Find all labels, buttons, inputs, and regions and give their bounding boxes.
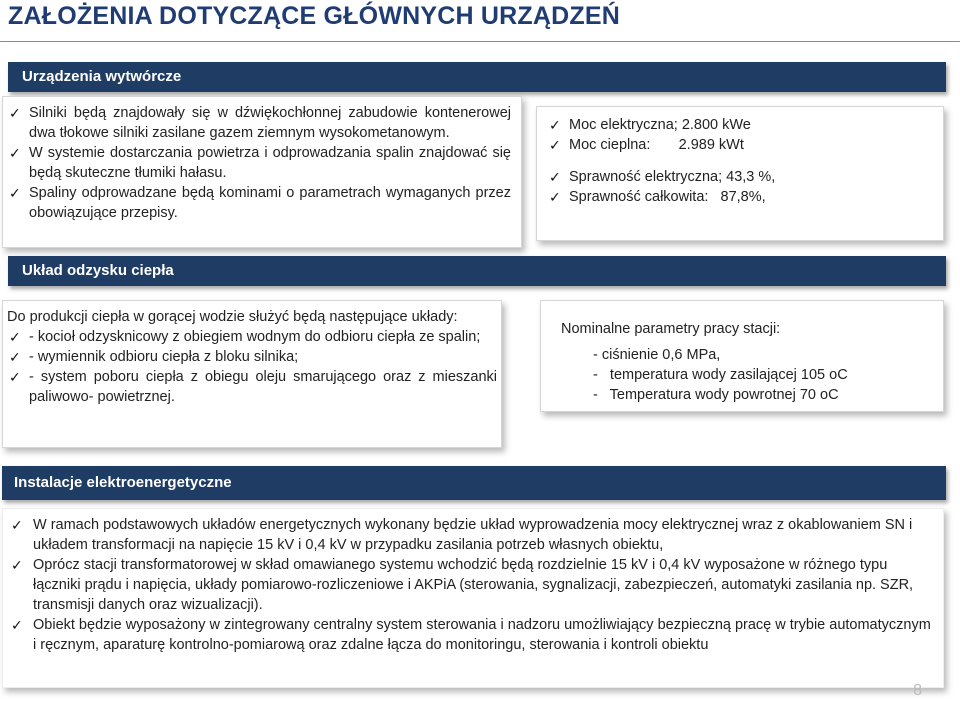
heat-recovery-description-box xyxy=(2,300,502,448)
heat-recovery-intro: Do produkcji ciepła w gorącej wodzie służyć będą następujące układy: xyxy=(7,309,458,325)
list-item: ✓ - kocioł odzysknicowy z obiegiem wodnym do odbioru ciepła ze spalin; xyxy=(9,329,481,345)
list-item: ✓ Obiekt będzie wyposażony w zintegrowany centralny system sterowania i nadzoru umożliwiający bezpieczną pracę w trybie automatycznym i ręcznym, aparaturę kontrolno-pomiarową oraz zdalne łącza do monitoringu, sterowania i kontroli obiektu xyxy=(11,617,931,653)
electrical-description-box xyxy=(2,508,944,688)
page-number: 8 xyxy=(913,682,922,699)
checkmark-icon: ✓ xyxy=(549,189,561,205)
list-item: ✓ Sprawność całkowita: 87,8%, xyxy=(549,189,766,205)
nominal-param-supply-temp: - temperatura wody zasilającej 105 oC xyxy=(593,367,848,383)
list-item: ✓ Silniki będą znajdowały się w dźwiękochłonnej zabudowie kontenerowej dwa tłokowe silniki zasilane gazem ziemnym wysokometanowym. xyxy=(9,105,511,141)
nominal-params-title: Nominalne parametry pracy stacji: xyxy=(561,321,781,337)
checkmark-icon: ✓ xyxy=(11,517,23,533)
list-item: ✓ Oprócz stacji transformatorowej w skład omawianego systemu wchodzić będą rozdzielnie 15 kV i 0,4 kV wyposażone w różnego typu łączniki prądu i napięcia, układy pomiarowo-rozliczeniowe i AKPiA (sterowania, sygnalizacji, zabezpieczeń, automatyki zasilania np. SZR, transmisji danych oraz wizualizacji). xyxy=(11,557,914,613)
list-item: ✓ Spaliny odprowadzane będą kominami o parametrach wymaganych przez obowiązujące przepisy. xyxy=(9,185,511,221)
list-item: ✓ W ramach podstawowych układów energetycznych wykonany będzie układ wyprowadzenia mocy elektrycznej wraz z okablowaniem SN i układem transformacji na napięcie 15 kV i 0,4 kV w przypadku zasilania potrzeb własnych obiektu, xyxy=(11,517,913,553)
generators-description-box xyxy=(2,96,522,248)
checkmark-icon: ✓ xyxy=(549,169,561,185)
list-item: ✓ W systemie dostarczania powietrza i odprowadzania spalin znajdować się będą skuteczne tłumiki hałasu. xyxy=(9,145,511,181)
section-header-electrical: Instalacje elektroenergetyczne xyxy=(2,466,946,500)
checkmark-icon: ✓ xyxy=(9,349,21,365)
list-item: ✓ Sprawność elektryczna; 43,3 %, xyxy=(549,169,776,185)
nominal-param-return-temp: - Temperatura wody powrotnej 70 oC xyxy=(593,387,839,403)
checkmark-icon: ✓ xyxy=(9,105,21,121)
checkmark-icon: ✓ xyxy=(549,137,561,153)
title-divider xyxy=(0,41,960,42)
list-item: ✓ - system poboru ciepła z obiegu oleju smarującego oraz z mieszanki paliwowo- powietrznej. xyxy=(9,369,497,405)
checkmark-icon: ✓ xyxy=(549,117,561,133)
checkmark-icon: ✓ xyxy=(11,557,23,573)
nominal-param-pressure: - ciśnienie 0,6 MPa, xyxy=(593,347,721,363)
section-header-generators: Urządzenia wytwórcze xyxy=(8,62,946,92)
list-item: ✓ - wymiennik odbioru ciepła z bloku silnika; xyxy=(9,349,299,365)
checkmark-icon: ✓ xyxy=(11,617,23,633)
generators-params-box xyxy=(536,106,944,241)
section-header-heat-recovery: Układ odzysku ciepła xyxy=(8,256,946,286)
checkmark-icon: ✓ xyxy=(9,329,21,345)
checkmark-icon: ✓ xyxy=(9,369,21,385)
checkmark-icon: ✓ xyxy=(9,185,21,201)
list-item: ✓ Moc elektryczna; 2.800 kWe xyxy=(549,117,751,133)
nominal-params-box xyxy=(540,300,944,412)
page-title: ZAŁOŻENIA DOTYCZĄCE GŁÓWNYCH URZĄDZEŃ xyxy=(8,2,620,30)
list-item: ✓ Moc cieplna: 2.989 kWt xyxy=(549,137,744,153)
checkmark-icon: ✓ xyxy=(9,145,21,161)
